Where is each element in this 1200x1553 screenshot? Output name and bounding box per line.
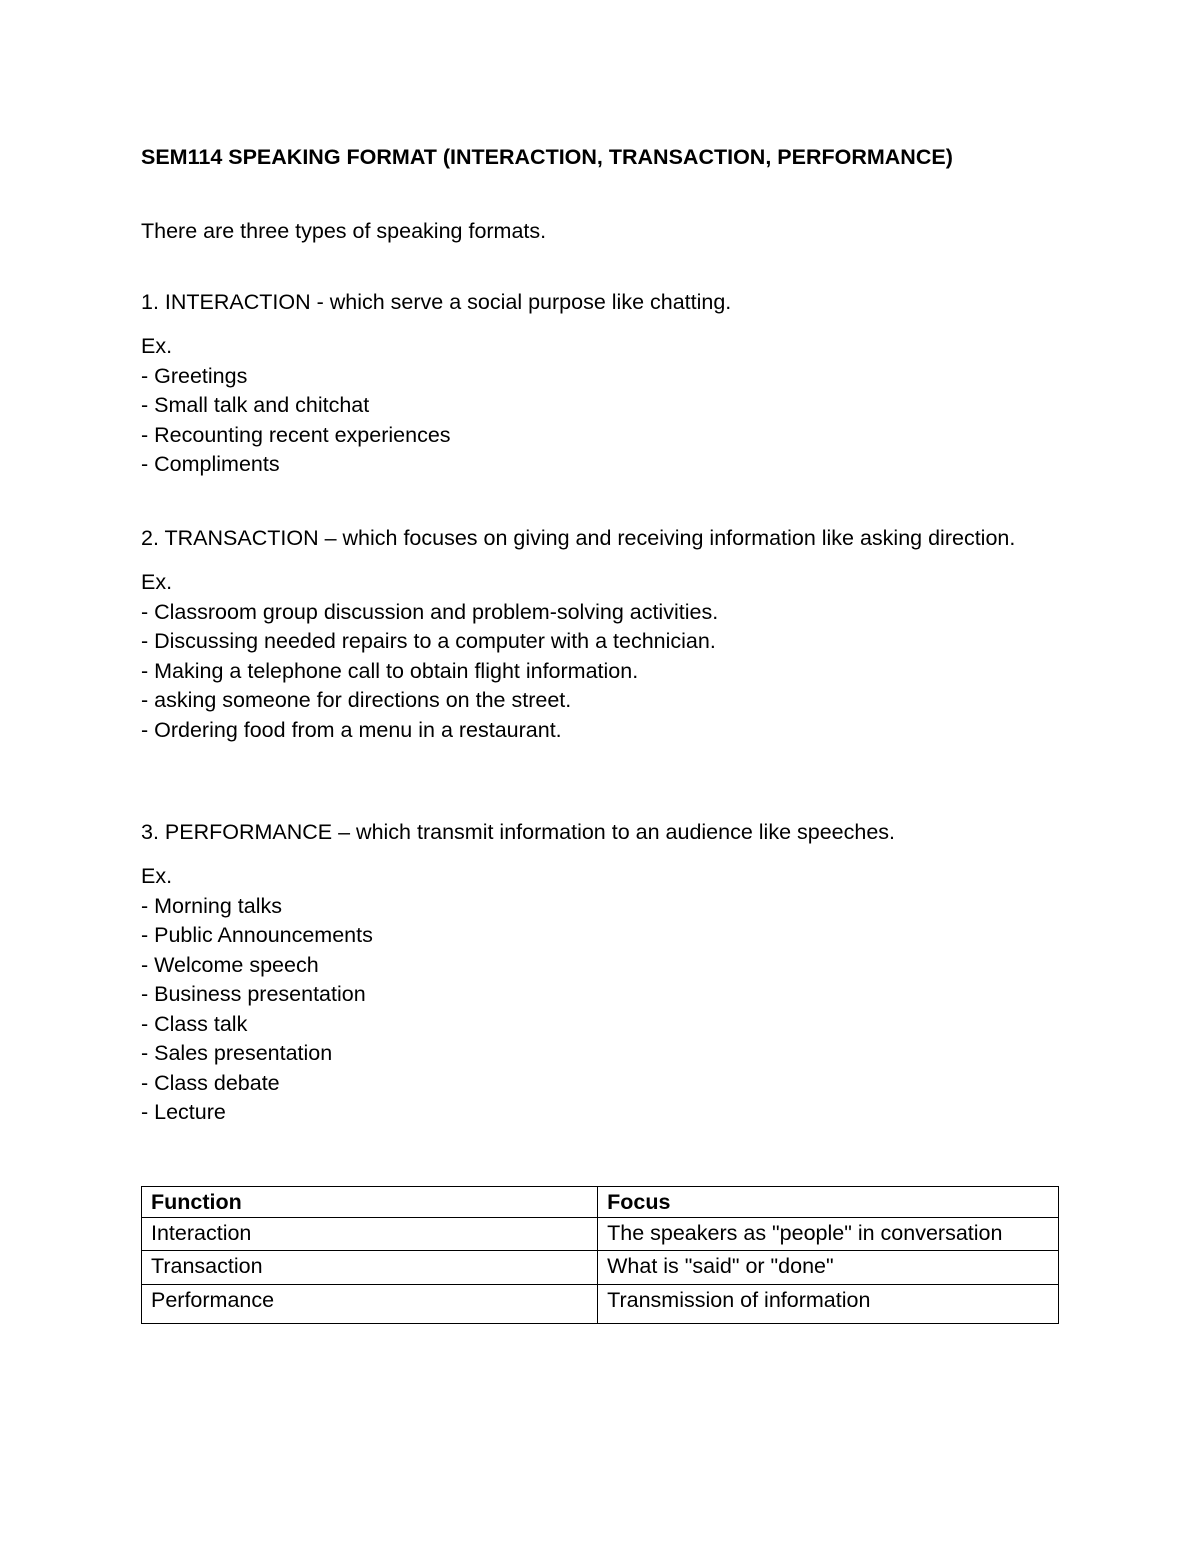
list-item: - Morning talks — [141, 893, 282, 918]
list-item: - Recounting recent experiences — [141, 422, 451, 447]
table-cell: What is "said" or "done" — [598, 1251, 1059, 1285]
table-cell: The speakers as "people" in conversation — [598, 1218, 1059, 1251]
section-heading: 3. PERFORMANCE – which transmit information to an audience like speeches. — [141, 820, 896, 844]
examples-list — [141, 862, 1021, 1128]
table-row — [142, 1218, 1059, 1251]
list-item: - Making a telephone call to obtain flight information. — [141, 658, 639, 683]
examples-label: Ex. — [141, 334, 173, 358]
list-item: - Greetings — [141, 363, 248, 388]
section-interaction — [141, 287, 1021, 480]
table-cell: Performance — [142, 1285, 598, 1324]
list-item: - Compliments — [141, 452, 280, 476]
list-item: - Classroom group discussion and problem-solving activities. — [141, 599, 719, 624]
list-item: - Class debate — [141, 1070, 280, 1095]
table-row — [142, 1251, 1059, 1285]
column-header-function: Function — [142, 1187, 598, 1218]
list-item: - Lecture — [141, 1100, 226, 1124]
examples-label: Ex. — [141, 570, 173, 594]
table-row — [142, 1285, 1059, 1324]
table-cell: Transaction — [142, 1251, 598, 1285]
list-item: - Business presentation — [141, 982, 366, 1006]
list-item: - Welcome speech — [141, 952, 319, 977]
examples-list — [141, 568, 1021, 745]
section-transaction — [141, 523, 1021, 745]
list-item: - Public Announcements — [141, 923, 373, 947]
table-cell: Transmission of information — [598, 1285, 1059, 1324]
section-heading: 2. TRANSACTION – which focuses on giving and receiving information like asking direction. — [141, 526, 1016, 550]
list-item: - Small talk and chitchat — [141, 393, 370, 417]
function-focus-table — [141, 1186, 1059, 1324]
intro-paragraph: There are three types of speaking formats. — [141, 219, 547, 243]
section-heading: 1. INTERACTION - which serve a social purpose like chatting. — [141, 290, 732, 314]
examples-label: Ex. — [141, 864, 173, 888]
examples-list — [141, 332, 1021, 480]
document-title: SEM114 SPEAKING FORMAT (INTERACTION, TRANSACTION, PERFORMANCE) — [141, 145, 953, 169]
list-item: - Discussing needed repairs to a computer with a technician. — [141, 629, 716, 653]
section-performance — [141, 817, 1021, 1128]
table-header-row — [142, 1187, 1059, 1218]
list-item: - Class talk — [141, 1011, 248, 1036]
table-cell: Interaction — [142, 1218, 598, 1251]
list-item: - Ordering food from a menu in a restaurant. — [141, 717, 562, 742]
column-header-focus: Focus — [598, 1187, 1059, 1218]
list-item: - Sales presentation — [141, 1041, 333, 1065]
list-item: - asking someone for directions on the street. — [141, 688, 572, 712]
